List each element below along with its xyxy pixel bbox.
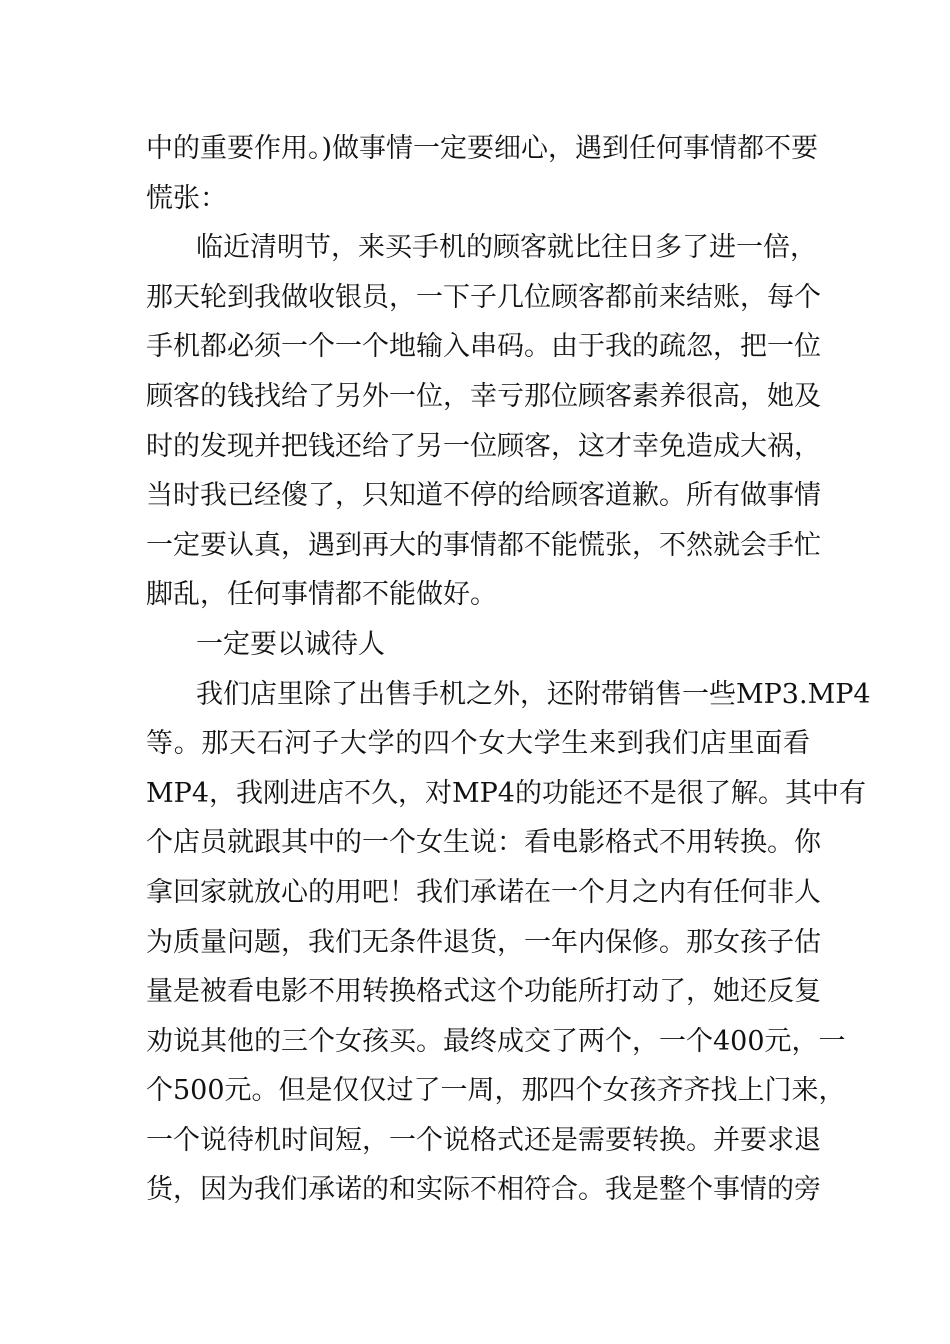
text-line: 一定要认真，遇到再大的事情都不能慌张，不然就会手忙 (146, 529, 821, 561)
text-line: 个500元。但是仅仅过了一周，那四个女孩齐齐找上门来， (146, 1075, 846, 1107)
text-line: 一个说待机时间短，一个说格式还是需要转换。并要求退 (146, 1124, 821, 1156)
paragraph-start-line: 我们店里除了出售手机之外，还附带销售一些MP3.MP4 (196, 678, 871, 710)
text-line: 为质量问题，我们无条件退货，一年内保修。那女孩子估 (146, 926, 821, 958)
text-line: 量是被看电影不用转换格式这个功能所打动了，她还反复 (146, 976, 821, 1008)
text-line: 货，因为我们承诺的和实际不相符合。我是整个事情的旁 (146, 1174, 821, 1206)
text-line: 那天轮到我做收银员，一下子几位顾客都前来结账，每个 (146, 281, 821, 313)
text-line: 中的重要作用。)做事情一定要细心，遇到任何事情都不要 (146, 133, 819, 164)
text-line: 慌张： (146, 182, 227, 214)
text-line: 脚乱，任何事情都不能做好。 (146, 579, 497, 611)
document-body (146, 124, 871, 1215)
text-line: 拿回家就放心的用吧！我们承诺在一个月之内有任何非人 (146, 876, 821, 908)
text-line: 当时我已经傻了，只知道不停的给顾客道歉。所有做事情 (146, 480, 821, 512)
text-line: 个店员就跟其中的一个女生说：看电影格式不用转换。你 (146, 827, 821, 859)
paragraph-start-line: 临近清明节，来买手机的顾客就比往日多了进一倍， (196, 232, 817, 264)
section-heading: 一定要以诚待人 (196, 628, 385, 660)
text-line: 时的发现并把钱还给了另一位顾客，这才幸免造成大祸， (146, 430, 821, 462)
text-line: 等。那天石河子大学的四个女大学生来到我们店里面看 (146, 728, 810, 760)
text-line: MP4，我刚进店不久，对MP4的功能还不是很了解。其中有 (146, 777, 866, 809)
text-line: 劝说其他的三个女孩买。最终成交了两个，一个400元，一 (146, 1025, 846, 1057)
text-line: 手机都必须一个一个地输入串码。由于我的疏忽，把一位 (146, 331, 821, 363)
text-line: 顾客的钱找给了另外一位，幸亏那位顾客素养很高，她及 (146, 380, 821, 412)
